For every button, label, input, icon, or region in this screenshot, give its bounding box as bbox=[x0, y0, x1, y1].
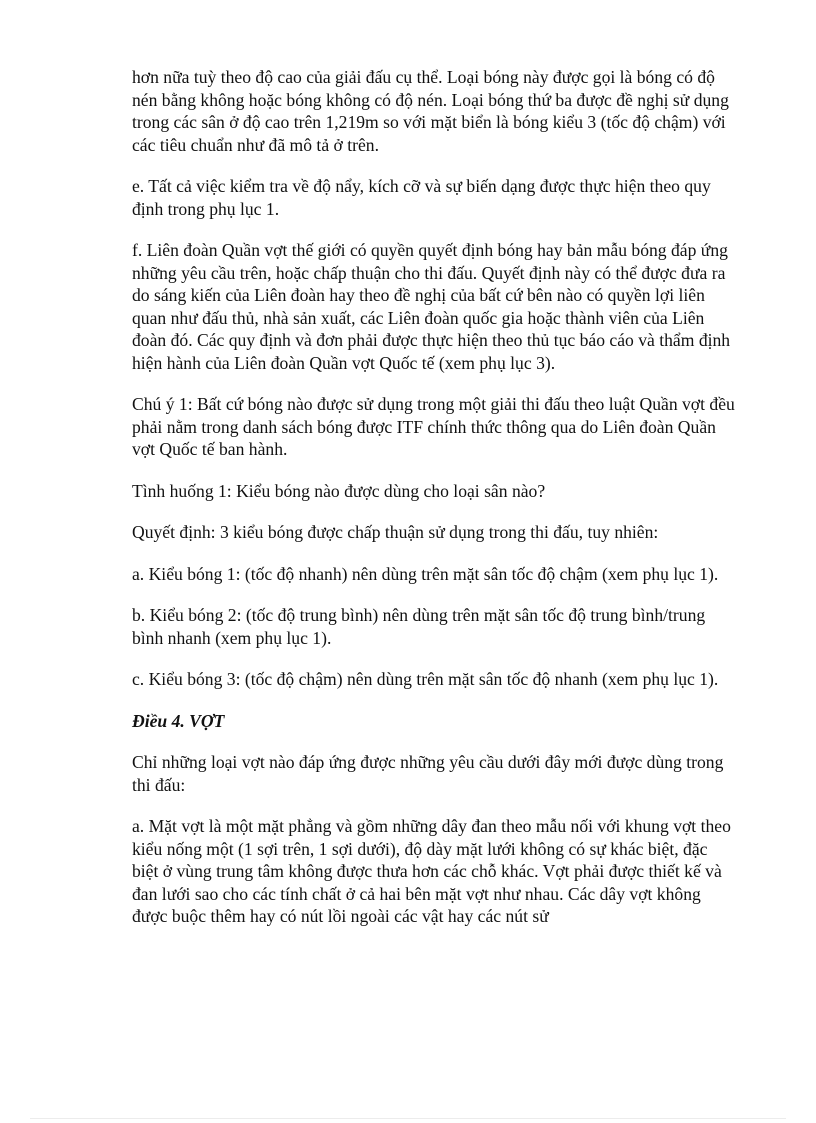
paragraph-ball-type-1: a. Kiểu bóng 1: (tốc độ nhanh) nên dùng trên mặt sân tốc độ chậm (xem phụ lục 1). bbox=[132, 563, 719, 584]
document-page bbox=[132, 66, 737, 947]
paragraph-note-1: Chú ý 1: Bất cứ bóng nào được sử dụng trong một giải thi đấu theo luật Quần vợt đều phải nằm trong danh sách bóng được ITF chính thức thông qua do Liên đoàn Quần vợt Quốc tế ban hành. bbox=[132, 394, 735, 459]
page-bottom-divider bbox=[30, 1118, 786, 1119]
paragraph-racket-a: a. Mặt vợt là một mặt phẳng và gồm những dây đan theo mẫu nối với khung vợt theo kiểu nống một (1 sợi trên, 1 sợi dưới), độ dày mặt lưới không có sự khác biệt, đặc biệt ở vùng trung tâm không được thưa hơn các chỗ khác. Vợt phải được thiết kế và đan lưới sao cho các tính chất ở cả hai bên mặt vợt như nhau. Các dây vợt không được buộc thêm hay có nút lồi ngoài các vật hay các nút sử bbox=[132, 816, 731, 926]
paragraph-f-federation: f. Liên đoàn Quần vợt thế giới có quyền quyết định bóng hay bản mẫu bóng đáp ứng những yêu cầu trên, hoặc chấp thuận cho thi đấu. Quyết định này có thể được đưa ra do sáng kiến của Liên đoàn hay theo đề nghị của bất cứ bên nào có quyền lợi liên quan như đấu thủ, nhà sản xuất, các Liên đoàn quốc gia hoặc thành viên của Liên đoàn đó. Các quy định và đơn phải được thực hiện theo thủ tục báo cáo và thẩm định hiện hành của Liên đoàn Quần vợt Quốc tế (xem phụ lục 3). bbox=[132, 240, 731, 373]
paragraph-e-testing: e. Tất cả việc kiểm tra về độ nẩy, kích cỡ và sự biến dạng được thực hiện theo quy định trong phụ lục 1. bbox=[132, 176, 711, 219]
paragraph-ball-altitude: hơn nữa tuỳ theo độ cao của giải đấu cụ thể. Loại bóng này được gọi là bóng có độ nén bằng không hoặc bóng không có độ nén. Loại bóng thứ ba được đề nghị sử dụng trong các sân ở độ cao trên 1,219m so với mặt biển là bóng kiểu 3 (tốc độ chậm) với các tiêu chuẩn như đã mô tả ở trên. bbox=[132, 67, 729, 155]
paragraph-racket-intro: Chỉ những loại vợt nào đáp ứng được những yêu cầu dưới đây mới được dùng trong thi đấu: bbox=[132, 752, 724, 795]
paragraph-ball-type-2: b. Kiểu bóng 2: (tốc độ trung bình) nên dùng trên mặt sân tốc độ trung bình/trung bình nhanh (xem phụ lục 1). bbox=[132, 605, 706, 648]
paragraph-case-1: Tình huống 1: Kiểu bóng nào được dùng cho loại sân nào? bbox=[132, 480, 546, 501]
paragraph-decision: Quyết định: 3 kiểu bóng được chấp thuận sử dụng trong thi đấu, tuy nhiên: bbox=[132, 522, 659, 542]
section-heading: Điều 4. VỢT bbox=[132, 710, 225, 731]
paragraph-ball-type-3: c. Kiểu bóng 3: (tốc độ chậm) nên dùng trên mặt sân tốc độ nhanh (xem phụ lục 1). bbox=[132, 669, 719, 689]
